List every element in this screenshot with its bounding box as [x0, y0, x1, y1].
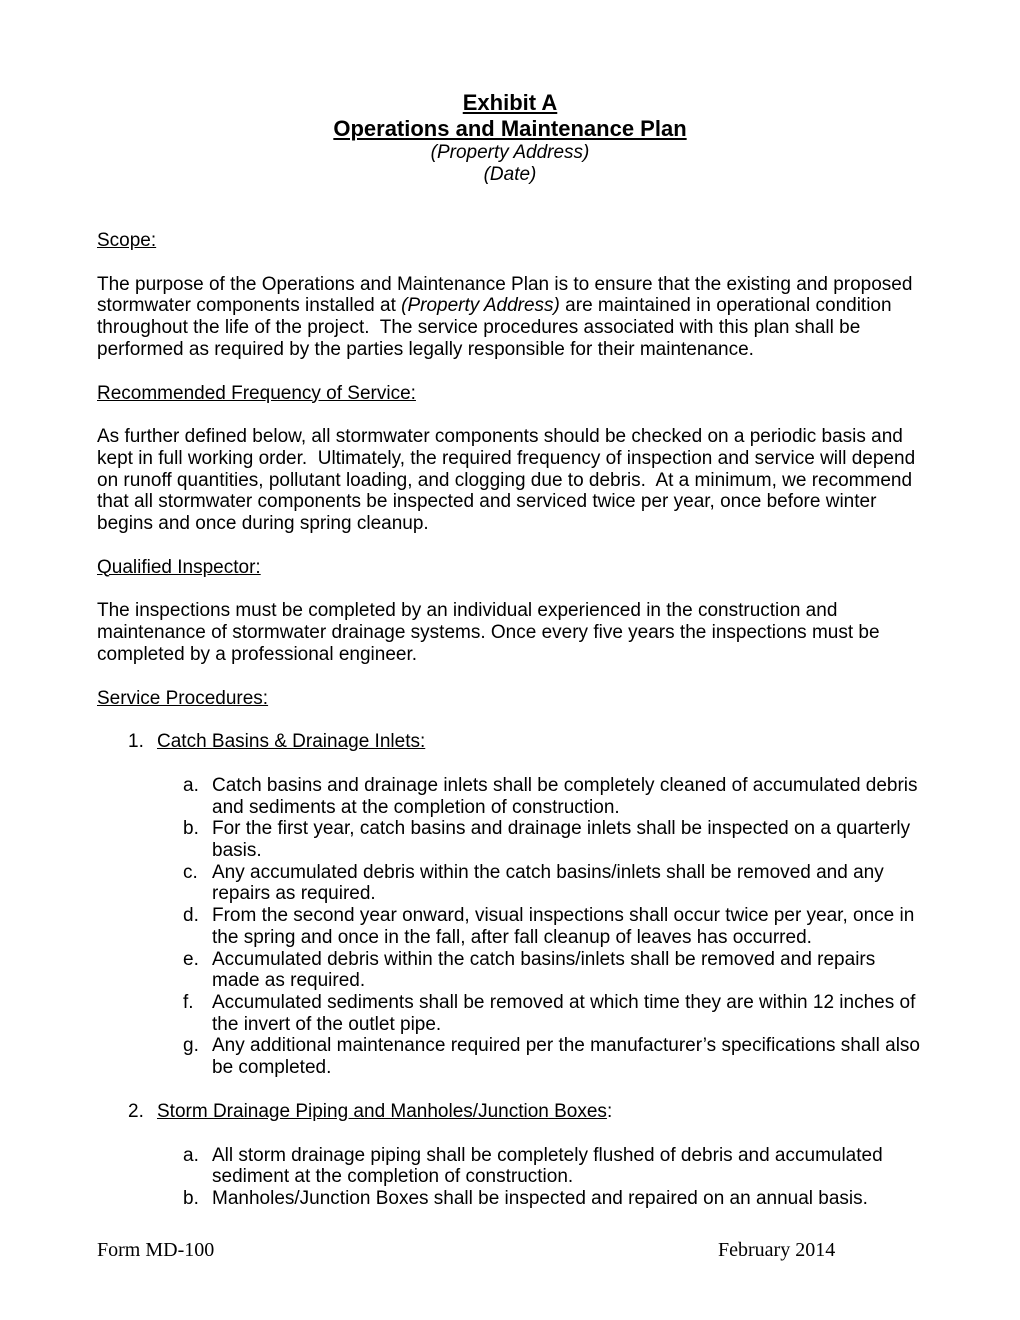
procedures-heading — [97, 688, 923, 710]
exhibit-title — [97, 90, 923, 116]
property-address-placeholder: (Property Address) — [430, 142, 590, 163]
list-item — [97, 992, 923, 1035]
procedure-section-1-heading — [97, 731, 923, 753]
item-text: Accumulated debris within the catch basins/inlets shall be removed and repairs made as required. — [212, 948, 881, 992]
scope-paragraph — [97, 274, 923, 361]
list-item — [97, 949, 923, 992]
item-text: All storm drainage piping shall be completely flushed of debris and accumulated sediment at the completion of construction. — [212, 1144, 888, 1188]
frequency-heading-text: Recommended Frequency of Service: — [97, 382, 416, 404]
frequency-paragraph: As further defined below, all stormwater components should be checked on a periodic basis and kept in full working order. Ultimately, the required frequency of inspection and service will depend on runoff quantities, pollutant loading, and clogging due to debris. At a minimum, we recommend that all stormwater components be inspected and serviced twice per year, once before winter begins and once during spring cleanup. — [97, 426, 921, 535]
procedure-section-2-title: Storm Drainage Piping and Manholes/Junction Boxes — [157, 1100, 607, 1122]
item-text: For the first year, catch basins and drainage inlets shall be inspected on a quarterly basis. — [212, 818, 916, 862]
form-number: Form MD-100 — [97, 1239, 215, 1261]
procedure-section-1-title: Catch Basins & Drainage Inlets: — [157, 731, 426, 753]
item-marker: e. — [183, 948, 199, 970]
item-text: Manholes/Junction Boxes shall be inspected and repaired on an annual basis. — [212, 1187, 868, 1209]
list-item — [97, 905, 923, 948]
inspector-heading-text: Qualified Inspector: — [97, 556, 261, 578]
item-marker: b. — [183, 818, 199, 840]
procedure-section-1-marker: 1. — [128, 731, 144, 753]
list-item — [97, 1188, 923, 1210]
date-placeholder: (Date) — [483, 164, 537, 185]
list-item — [97, 862, 923, 905]
item-text: Any additional maintenance required per the manufacturer’s specifications shall also be completed. — [212, 1035, 926, 1079]
list-item — [97, 818, 923, 861]
scope-text-after: are maintained in operational condition throughout the life of the project. The service procedures associated with this plan shall be performed as required by the parties legally responsible for their maintenance. — [97, 295, 897, 360]
procedure-section-1-items — [97, 774, 926, 1079]
item-marker: f. — [183, 991, 194, 1013]
document-title-text: Operations and Maintenance Plan — [333, 116, 687, 141]
scope-heading-text: Scope: — [97, 230, 157, 251]
item-marker: b. — [183, 1187, 199, 1209]
procedure-section-2-heading — [97, 1101, 923, 1123]
item-marker: a. — [183, 774, 199, 796]
item-marker: c. — [183, 861, 198, 883]
item-marker: a. — [183, 1144, 199, 1166]
frequency-heading — [97, 383, 923, 405]
procedure-section-2-suffix: : — [606, 1100, 613, 1122]
page-footer — [97, 1239, 923, 1262]
item-text: Any accumulated debris within the catch basins/inlets shall be removed and any repairs as required. — [212, 861, 889, 905]
item-marker: g. — [183, 1035, 199, 1057]
item-marker: d. — [183, 905, 199, 927]
scope-text-italic: (Property Address) — [401, 295, 560, 317]
scope-text-before: The purpose of the Operations and Maintenance Plan is to ensure that the existing and proposed stormwater components installed at — [97, 273, 918, 317]
item-text: Catch basins and drainage inlets shall be completely cleaned of accumulated debris and sediments at the completion of construction. — [212, 774, 923, 818]
list-item — [97, 1035, 926, 1079]
inspector-heading — [97, 557, 923, 579]
title-block — [97, 90, 923, 186]
footer-date: February 2014 — [718, 1239, 836, 1261]
exhibit-title-text: Exhibit A — [462, 90, 558, 115]
inspector-paragraph: The inspections must be completed by an individual experienced in the construction and maintenance of stormwater drainage systems. Once every five years the inspections must be completed by a professional engineer. — [97, 600, 885, 665]
document-title — [97, 116, 923, 142]
procedure-section-2-marker: 2. — [128, 1100, 144, 1122]
procedure-section-2-items — [97, 1145, 923, 1210]
item-text: From the second year onward, visual inspections shall occur twice per year, once in the spring and once in the fall, after fall cleanup of leaves has occurred. — [212, 905, 920, 948]
list-item — [97, 1145, 923, 1188]
list-item — [97, 775, 923, 818]
procedures-heading-text: Service Procedures: — [97, 687, 269, 709]
scope-heading — [97, 230, 923, 252]
item-text: Accumulated sediments shall be removed at which time they are within 12 inches of the invert of the outlet pipe. — [212, 991, 921, 1035]
